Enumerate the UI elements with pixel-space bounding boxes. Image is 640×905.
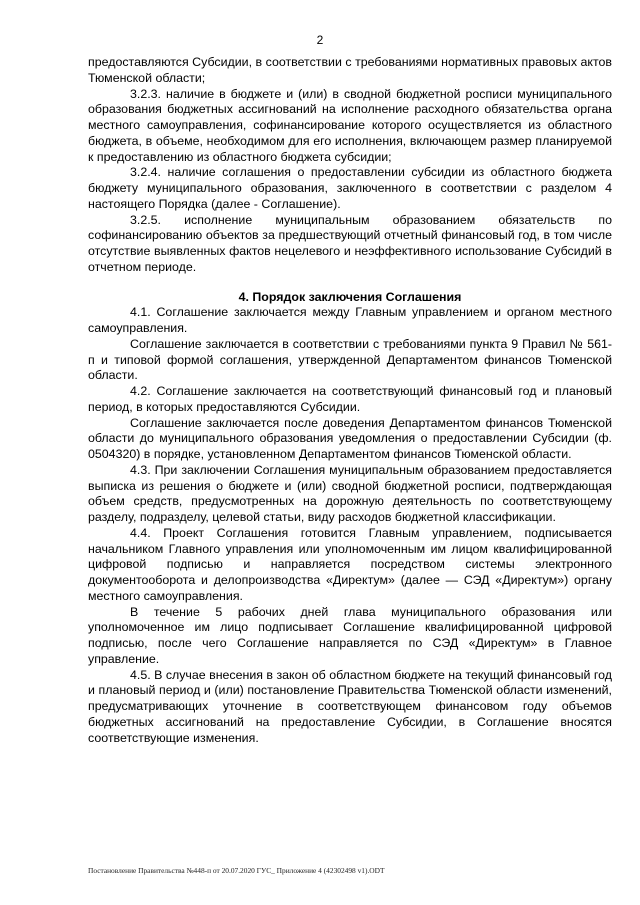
paragraph-p10: 4.4. Проект Соглашения готовится Главным управлением, подписывается начальником Главного управления или уполномоченным им лицом квалифицированной цифровой подписью и направляется посредством системы электронного документооборота и делопроизводства «Директум» (далее — СЭД «Директум») органу местного самоуправления. [88, 525, 612, 603]
paragraph-p12: 4.5. В случае внесения в закон об областном бюджете на текущий финансовый год и плановый период и (или) постановление Правительства Тюменской области изменений, предусматривающих уточнение в соответствующем финансовом году объемов бюджетных ассигнований на предоставление Субсидии, в Соглашение вносятся соответствующие изменения. [88, 667, 613, 745]
paragraph-p5: 4.1. Соглашение заключается между Главным управлением и органом местного самоуправления. [88, 305, 612, 335]
paragraph-p7: 4.2. Соглашение заключается на соответствующий финансовый год и плановый период, в которых предоставляются Субсидии. [88, 384, 612, 414]
paragraph-p3: 3.2.4. наличие соглашения о предоставлении субсидии из областного бюджета бюджету муниципального образования, заключенного в соответствии с разделом 4 настоящего Порядка (далее - Соглашение). [88, 165, 612, 211]
section-heading: 4. Порядок заключения Соглашения [238, 289, 462, 304]
document-footer: Постановление Правительства №448-п от 20.07.2020 ГУС_ Приложение 4 (42302498 v1).ODT [88, 866, 385, 875]
page-number: 2 [316, 33, 324, 47]
paragraph-p11: В течение 5 рабочих дней глава муниципального образования или уполномоченное им лицо подписывает Соглашение квалифицированной цифровой подписью, после чего Соглашение направляется по СЭД «Директум» в Главное управление. [88, 604, 612, 666]
paragraph-p1: предоставляются Субсидии, в соответствии с требованиями нормативных правовых актов Тюменской области; [88, 55, 612, 85]
paragraph-p8: Соглашение заключается после доведения Департаментом финансов Тюменской области до муниципального образования уведомления о предоставлении Субсидии (ф. 0504320) в порядке, установленном Департаментом финансов Тюменской области. [88, 415, 612, 461]
paragraph-p4: 3.2.5. исполнение муниципальным образованием обязательств по софинансированию объектов за предшествующий отчетный финансовый год, в том числе отсутствие выявленных фактов нецелевого и неэффективного использование Субсидий в отчетном периоде. [88, 212, 612, 274]
document-body [88, 55, 612, 746]
paragraph-p2: 3.2.3. наличие в бюджете и (или) в сводной бюджетной росписи муниципального образования бюджетных ассигнований на исполнение расходного обязательства органа местного самоуправления, софинансирование которого осуществляется из областного бюджета, в объеме, необходимом для его исполнения, включающем размер планируемой к предоставлению из областного бюджета субсидии; [88, 86, 612, 164]
paragraph-p6: Соглашение заключается в соответствии с требованиями пункта 9 Правил № 561-п и типовой формой соглашения, утвержденной Департаментом финансов Тюменской области. [88, 336, 612, 383]
paragraph-p9: 4.3. При заключении Соглашения муниципальным образованием предоставляется выписка из решения о бюджете и (или) сводной бюджетной росписи, подтверждающая объем средств, предусмотренных на дорожную деятельность по соответствующему разделу, подразделу, целевой статьи, виду расходов бюджетной классификации. [88, 462, 612, 524]
